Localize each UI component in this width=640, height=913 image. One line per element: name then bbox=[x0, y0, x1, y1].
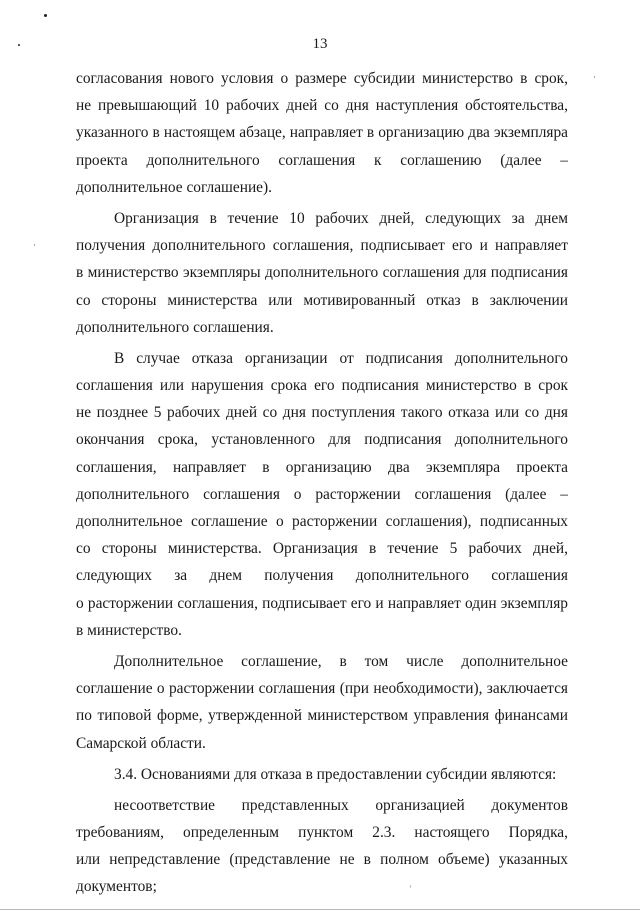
text-line: Дополнительное соглашение, в том числе дополнительное bbox=[114, 652, 568, 670]
paragraph bbox=[76, 205, 568, 341]
text-line: несоответствие представленных организацией документов bbox=[114, 796, 568, 814]
paragraph bbox=[76, 792, 568, 901]
text-line: не превышающий 10 рабочих дней со дня наступления обстоятельства, bbox=[76, 97, 568, 115]
scan-edge-line bbox=[0, 909, 640, 910]
text-line: соглашения, направляет в организацию два экземпляра проекта bbox=[76, 458, 568, 476]
body-text bbox=[76, 65, 568, 901]
scan-speck bbox=[44, 14, 47, 17]
text-line: Организация в течение 10 рабочих дней, следующих за днем bbox=[114, 209, 568, 227]
text-line: со стороны министерства или мотивированный отказ в заключении bbox=[76, 291, 568, 309]
text-line: дополнительного соглашения о расторжении соглашения (далее – bbox=[76, 485, 568, 503]
text-line: по типовой форме, утвержденной министерством управления финансами bbox=[76, 707, 568, 725]
text-line: о расторжении соглашения, подписывает его и направляет один экземпляр bbox=[76, 594, 568, 612]
paragraph bbox=[76, 648, 568, 757]
text-line: получения дополнительного соглашения, подписывает его и направляет bbox=[76, 237, 568, 255]
page-number: 13 bbox=[312, 36, 328, 52]
text-line: окончания срока, установленного для подписания дополнительного bbox=[76, 431, 568, 449]
text-line: указанного в настоящем абзаце, направляет в организацию два экземпляра bbox=[76, 124, 568, 142]
text-line: требованиям, определенным пунктом 2.3. настоящего Порядка, bbox=[76, 824, 568, 842]
scan-speck bbox=[594, 76, 595, 78]
paragraph bbox=[76, 345, 568, 644]
text-line: согласования нового условия о размере субсидии министерство в срок, bbox=[76, 70, 568, 87]
text-line: Самарской области. bbox=[76, 734, 206, 752]
text-line: 3.4. Основаниями для отказа в предоставлении субсидии являются: bbox=[114, 765, 557, 783]
text-line: в министерство экземпляры дополнительного соглашения для подписания bbox=[76, 264, 568, 282]
text-line: не позднее 5 рабочих дней со дня поступления такого отказа или со дня bbox=[76, 404, 568, 422]
section-heading bbox=[76, 761, 568, 788]
text-line: соглашение о расторжении соглашения (при необходимости), заключается bbox=[76, 680, 568, 698]
text-line: дополнительное соглашение). bbox=[76, 178, 272, 196]
scan-speck bbox=[34, 244, 35, 246]
paragraph bbox=[76, 65, 568, 201]
text-line: соглашения или нарушения срока его подписания министерство в срок bbox=[76, 377, 568, 395]
text-line: в министерство. bbox=[76, 621, 182, 639]
text-line: со стороны министерства. Организация в течение 5 рабочих дней, bbox=[76, 540, 568, 558]
text-line: следующих за днем получения дополнительного соглашения bbox=[76, 567, 568, 585]
text-line: дополнительное соглашение о расторжении соглашения), подписанных bbox=[76, 513, 568, 530]
text-line: или непредставление (представление не в полном объеме) указанных bbox=[76, 851, 568, 869]
text-line: дополнительного соглашения. bbox=[76, 318, 274, 336]
text-line: документов; bbox=[76, 878, 157, 896]
text-line: В случае отказа организации от подписания дополнительного bbox=[114, 349, 568, 367]
text-line: проекта дополнительного соглашения к соглашению (далее – bbox=[76, 151, 568, 169]
